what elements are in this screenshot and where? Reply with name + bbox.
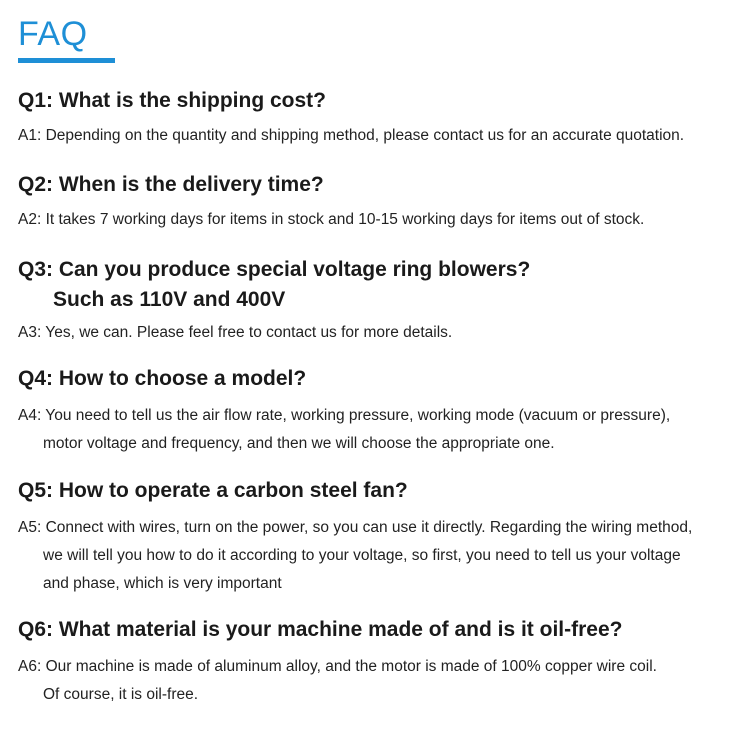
faq-item-3 bbox=[18, 255, 740, 347]
faq-item-4 bbox=[18, 364, 740, 458]
faq-answer bbox=[18, 402, 740, 458]
faq-answer bbox=[18, 319, 740, 347]
faq-item-1 bbox=[18, 86, 740, 150]
faq-question bbox=[18, 170, 740, 200]
question-line: Such as 110V and 400V bbox=[53, 288, 286, 311]
faq-question bbox=[18, 86, 740, 116]
answer-line: A4: You need to tell us the air flow rate, working pressure, working mode (vacuum or pressure), bbox=[18, 407, 671, 424]
question-line: Q2: When is the delivery time? bbox=[18, 173, 324, 196]
question-line: Q6: What material is your machine made of and is it oil-free? bbox=[18, 618, 623, 641]
faq-question bbox=[18, 364, 740, 394]
faq-question bbox=[18, 255, 740, 315]
faq-answer bbox=[18, 122, 740, 150]
answer-line: A5: Connect with wires, turn on the power, so you can use it directly. Regarding the wiring method, bbox=[18, 519, 693, 536]
question-line: Q3: Can you produce special voltage ring blowers? bbox=[18, 258, 531, 281]
faq-item-5 bbox=[18, 476, 740, 598]
answer-line: A6: Our machine is made of aluminum alloy, and the motor is made of 100% copper wire coil. bbox=[18, 658, 657, 675]
question-line: Q1: What is the shipping cost? bbox=[18, 89, 327, 112]
answer-line: Of course, it is oil-free. bbox=[43, 686, 199, 703]
answer-line: we will tell you how to do it according to your voltage, so first, you need to tell us your voltage bbox=[43, 547, 681, 564]
answer-line: motor voltage and frequency, and then we will choose the appropriate one. bbox=[43, 435, 555, 452]
faq-answer bbox=[18, 514, 740, 598]
faq-question bbox=[18, 476, 740, 506]
page-title: FAQ bbox=[18, 15, 88, 53]
faq-answer bbox=[18, 206, 740, 234]
question-line: Q5: How to operate a carbon steel fan? bbox=[18, 479, 408, 502]
answer-line: A1: Depending on the quantity and shipping method, please contact us for an accurate quotation. bbox=[18, 127, 685, 144]
answer-line: A2: It takes 7 working days for items in stock and 10-15 working days for items out of stock. bbox=[18, 211, 645, 228]
title-underline bbox=[18, 58, 115, 63]
faq-item-6 bbox=[18, 615, 740, 709]
question-line: Q4: How to choose a model? bbox=[18, 367, 307, 390]
answer-line: and phase, which is very important bbox=[43, 575, 282, 592]
answer-line: A3: Yes, we can. Please feel free to contact us for more details. bbox=[18, 324, 453, 341]
faq-item-2 bbox=[18, 170, 740, 234]
faq-answer bbox=[18, 653, 740, 709]
faq-question bbox=[18, 615, 740, 645]
